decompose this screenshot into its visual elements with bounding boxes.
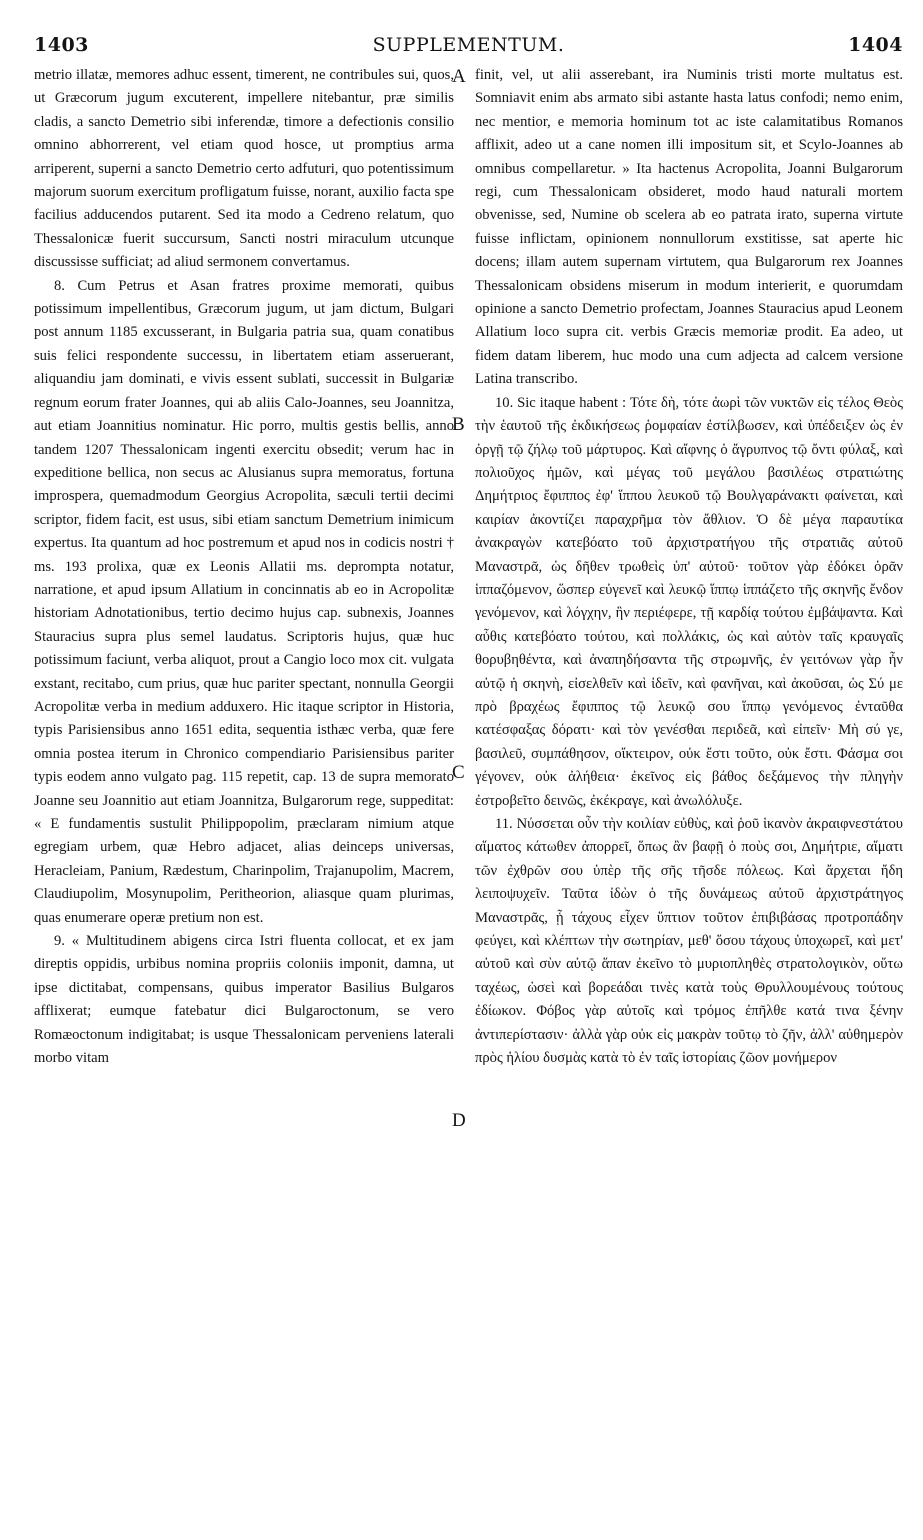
paragraph-11: 11. Νύσσεται οὖν τὴν κοιλίαν εὐθὺς, καὶ ῥοῦ ἱκανὸν ἀκραιφνεστάτου αἵματος κάτωθεν ἀπορρεῖ, ὅπως ἂν βαφῇ ὁ ποὺς σοι, Δημήτριε, αἵματι τῶν ἐχθρῶν σου ὑπὲρ τῆς σῆς τῆσδε πόλεως. Καὶ ἄρχεται ἤδη λειποψυχεῖν. Ταῦτα ἰδὼν ὁ τῆς δυνάμεως αὐτοῦ ἀρχιστράτηγος Μαναστρᾶς, ᾗ τάχους εἶχεν ὕπτιον τοῦτον ἐπιβιβάσας προτροπάδην φεύγει, καὶ κλέπτων τὴν σωτηρίαν, μεθ' ὅσου τάχους ὑποχωρεῖ, καὶ μετ' αὐτοῦ καὶ σὺν αὐτῷ ἅπαν ἐκεῖνο τὸ μυριοπληθὲς στρατολογικὸν, οὕτω ταχέως, ὡσεὶ καὶ βορεάδαι τινὲς κατὰ τοὺς Θρυλλουμένους τούτους ἐδίωκον. Φόβος γὰρ αὐτοῖς καὶ τρόμος ἐπῆλθε κατά τινα ξένην ἀντιπερίστασιν· ἀλλὰ γὰρ οὐκ εἰς μακρὰν τοῦτῳ τὸ ζῆν, ἀλλ' αὐθημερὸν πρὸς ἡλίου δυσμὰς κατὰ τὸ ἐν ταῖς ἱστορίαις ζῶον μονήμερον <box>475 816 903 1067</box>
right-column <box>475 64 903 1070</box>
margin-marker-d: D <box>452 1110 466 1131</box>
paragraph-8: 8. Cum Petrus et Asan fratres proxime memorati, quibus potissimum impellentibus, Græcorum jugum, ut jam dictum, Bulgari post annum 1185 excusserant, in Bulgaria patria sua, quam conatibus suis felici respondente successu, in libertatem etiam asseruerant, aliquandiu jam dominati, e vivis essent sublati, successit in Bulgariæ regnum eorum frater Joannes, qui ab aliis Calo-Joannes, seu Joannitza, aut etiam Joannitius nominatur. Hic porro, multis gestis bellis, anno tandem 1207 Thessalonicam ingenti exercitu obsedit; verum hac in expeditione bellica, non secus ac Alusianus supra memoratus, fortuna improspera, quemadmodum Georgius Acropolita, sæculi tertii decimi scriptor, fidem facit, est usus, sibi etiam sanctum Demetrium inimicum expertus. Ita quantum ad hoc postremum et apud nos in codicis nostri † ms. 193 prolixa, quæ ex Leonis Allatii ms. deprompta notatur, narratione, et apud ipsum Allatium in concinnatis ab eo in Acropolitæ historiam Adnotationibus, tertio decimo hujus cap. subnexis, Joannes Stauracius supra plus semel laudatus. Scriptoris hujus, quæ huc potissimum faciunt, verba aliquot, prout a Cangio loco mox cit. vulgata exstant, recitabo, cum prius, quæ huc pariter spectant, nonnulla Georgii Acropolitæ verba in medium adduxero. Hic itaque scriptor in Historia, typis Parisiensibus anno 1651 edita, sequentia isthæc verba, quæ fere omnia postea iterum in Chronico compendiario Parisiensibus pariter typis eodem anno vulgato pag. 115 repetit, cap. 13 de supra memorato Joanne seu Joannitio aut etiam Joannitza, Bulgarorum rege, suppeditat: « E fundamentis sustulit Philippopolim, præclaram nimium atque egregiam urbem, quæ Hebro adjacet, alias deinceps universas, Heracleiam, Panium, Rædestum, Charinpolim, Trajanupolim, Macrem, Claudiupolim, Mosynupolim, Peritheorion, aliasque quam plurimas, quas enumerare operæ pretium non est. <box>34 277 454 926</box>
page-number-right: 1404 <box>848 34 903 56</box>
paragraph-10: 10. Sic itaque habent : Τότε δὴ, τότε ἀωρὶ τῶν νυκτῶν εἰς τέλος Θεὸς τὴν ἑαυτοῦ τῆς ἐκδικήσεως ῥομφαίαν ἐστίλβωσεν, καὶ ὑπέδειξεν ὡς ἐν ὀργῇ τῷ ζήλῳ τοῦ μάρτυρος. Καὶ αἴφνης ὁ ἄγρυπνος τῷ ὄντι φύλαξ, καὶ πολιοῦχος ἡμῶν, καὶ μέγας τοῦ μεγάλου βασιλέως στρατιώτης Δημήτριος ἔφιππος ἐφ' ἵππου λευκοῦ τῷ Βουλγαράνακτι φαίνεται, καὶ καιρίαν ἀκοντίζει παραχρῆμα τὸν ἄθλιον. Ὁ δὲ μέγα παραυτίκα ἀνακραγὼν κατεβόατο τοῦ ἀρχιστρατήγου τῆς στρατιᾶς αὐτοῦ Μαναστρᾶ, ὡς δῆθεν τρωθεὶς ὑπ' αὐτοῦ· τοῦτον γὰρ ἐδόκει ὁρᾶν ἱππαζόμενον, ὥσπερ εὐγενεῖ καὶ λευκῷ ἵππῳ ἱππάζετο τῆς σκηνῆς ἔνδον γενόμενον, καὶ λόγχην, ἣν περιέφερε, τῇ καρδίᾳ τούτου ἐμβάψαντα. Καὶ αὖθις κατεβόατο τούτου, καὶ πολλάκις, ὡς καὶ αὐτὸν ταῖς κραυγαῖς θορυβηθέντα, καὶ ἀναπηδήσαντα τῆς στρωμνῆς, ἐν γειτόνων γὰρ ἦν αὐτῷ ἡ σκηνὴ, εἰσελθεῖν καὶ ἰδεῖν, καὶ φανῆναι, καὶ ἀκοῦσαι, ὡς Σύ με πρὸ βραχέως ἔφιππος τῷ λευκῷ σου ἵππῳ γενόμενος ἐνταῦθα κατέσφαξας δόρατι· καὶ τὸν γενέσθαι περιδεᾶ, καὶ εἰπεῖν· Μὴ σύ γε, βασιλεῦ, συμπάθησον, οἴκτειρον, οὐκ ἔστι τοῦτο, οὐκ ἔστι. Φάσμα σοι γέγονεν, οὐκ ἀλήθεια· ἐκεῖνος εἰς βάθος δεξάμενος τὴν πληγὴν ἐστροβεῖτο δεινῶς, ἐκέκραγε, καὶ ἀνωλόλυξε. <box>475 394 903 809</box>
paragraph-continuation-right: finit, vel, ut alii asserebant, ira Numinis tristi morte multatus est. Somniavit enim abs armato sibi astante hasta latus confodi; nemo enim, nec mentior, e memoria hominum tot ac iste calamitatibus Romanos afflixit, adeo ut a cane nomen illi impositum sit, et Scylo-Joannes ab omnibus compellaretur. » Ita hactenus Acropolita, Joanni Bulgarorum regi, cum Thessalonicam obsideret, modo haud naturali mortem obvenisse, sed, Numine ob scelera ab eo patrata irato, superna virtute fuisse inflictam, opinionem nonnullorum exstitisse, sat aperte hic docens; illam autem supernam virtutem, qua Bulgarorum rex Joannes Thessalonicam obsidens miserum in modum interierit, e quorumdam opinione a sancto Demetrio profectam, Joannes Stauracius apud Leonem Allatium loco supra cit. verbis Græcis memoriæ prodit. Ea adeo, ut fidem datam liberem, huc modo una cum adjecta ad calcem versione Latina transcribo. <box>475 67 903 388</box>
paragraph-continuation: metrio illatæ, memores adhuc essent, timerent, ne contribules sui, quos, ut Græcorum jugum excuterent, impellere nitebantur, præ similis cladis, a sancto Demetrio sibi inferendæ, timore a defectionis consilio omnino abhorrerent, vel etiam quod hosce, ut promptius arma arriperent, superni a sancto Demetrio certo adfuturi, quo potentissimum majorum suorum exercitum profligatum fuisse, norant, auxilio facta spe facilius adducendos putarent. Sed ita modo a Cedreno relatum, quo Thessalonicæ fuerit succursum, Sancti nostri miraculum utcunque discussisse sufficiat; ad aliud sermonem convertamus. <box>34 67 454 271</box>
margin-marker-b: B <box>452 414 465 435</box>
margin-marker-c: C <box>452 762 465 783</box>
running-title: SUPPLEMENTUM. <box>372 34 565 56</box>
paragraph-9: 9. « Multitudinem abigens circa Istri fluenta collocat, et ex jam direptis oppidis, urbibus nomina propriis coloniis imponit, damna, ut ipse dictitabat, compensans, quibus imperator Basilius Bulgaros afflixerat; eumque fatebatur dici Bulgaroctonum, se vero Romæoctonum indigitabat; is usque Thessalonicam perveniens laterali morbo vitam <box>34 933 454 1067</box>
page-header <box>34 34 903 62</box>
page-number-left: 1403 <box>34 34 89 56</box>
margin-marker-a: A <box>452 66 466 87</box>
left-column <box>34 64 454 1070</box>
